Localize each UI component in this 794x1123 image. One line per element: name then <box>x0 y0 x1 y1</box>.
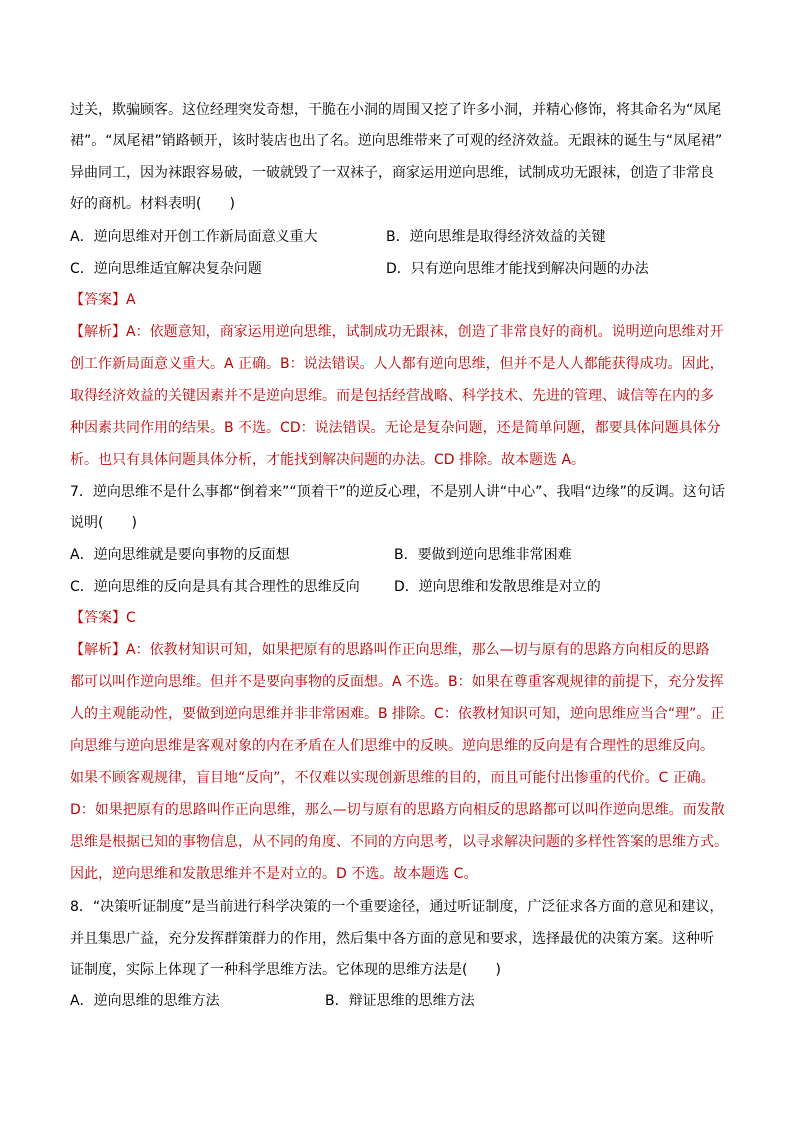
q7-analysis-line: 人的主观能动性，要做到逆向思维并非非常困难。B 排除。C：依教材知识可知，逆向思维应当合“理”。正 <box>70 706 725 722</box>
analysis-tag: 【解析】 <box>70 642 126 658</box>
q8-option-b: B．辩证思维的思维方法 <box>325 993 475 1009</box>
q7-analysis-line: 如果不顾客观规律，盲目地“反向”，不仅难以实现创新思维的目的，而且可能付出惨重的代价。C 正确。 <box>70 770 715 786</box>
q7-analysis-line: 向思维与逆向思维是客观对象的内在矛盾在人们思维中的反映。逆向思维的反向是有合理性的思维反向。 <box>70 738 714 754</box>
q7-answer <box>70 608 136 628</box>
q6-stem-line: 裙”。“凤尾裙”销路顿开，该时装店也出了名。逆向思维带来了可观的经济效益。无跟袜的诞生与“凤尾裙” <box>70 133 723 149</box>
q7-analysis-line: 思维是根据已知的事物信息，从不同的角度、不同的方向思考，以寻求解决问题的多样性答案的思维方式。 <box>70 834 728 850</box>
q8-option-a: A．逆向思维的思维方法 <box>70 993 220 1009</box>
q6-option-b: B．逆向思维是取得经济效益的关键 <box>386 229 606 245</box>
analysis-text: A：依教材知识可知，如果把原有的思路叫作正向思维，那么—切与原有的思路方向相反的思路 <box>126 642 710 658</box>
answer-value: C <box>126 610 136 626</box>
q6-stem-line: 好的商机。材料表明( ) <box>70 196 235 212</box>
q8-stem-line: 8．“决策听证制度”是当前进行科学决策的一个重要途径，通过听证制度，广泛征求各方面的意见和建议， <box>70 899 724 915</box>
q7-analysis-line: D：如果把原有的思路叫作正向思维，那么—切与原有的思路方向相反的思路都可以叫作逆向思维。而发散 <box>70 802 725 818</box>
q6-answer <box>70 290 136 310</box>
q6-analysis-line: 取得经济效益的关键因素并不是逆向思维。而是包括经营战略、科学技术、先进的管理、诚信等在内的多 <box>70 388 714 404</box>
q6-stem-line: 异曲同工，因为袜跟容易破，一破就毁了一双袜子，商家运用逆向思维，试制成功无跟袜，创造了非常良 <box>70 165 714 181</box>
q7-analysis-line: 因此，逆向思维和发散思维并不是对立的。D 不选。故本题选 C。 <box>70 866 478 882</box>
q6-option-a: A．逆向思维对开创工作新局面意义重大 <box>70 229 318 245</box>
q6-analysis-line: 析。也只有具体问题具体分析，才能找到解决问题的办法。CD 排除。故本题选 A。 <box>70 452 586 468</box>
q6-analysis-line <box>70 322 724 342</box>
analysis-tag: 【解析】 <box>70 324 126 340</box>
q8-stem-line: 证制度，实际上体现了一种科学思维方法。它体现的思维方法是( ) <box>70 962 501 978</box>
q7-option-b: B．要做到逆向思维非常困难 <box>394 547 572 563</box>
answer-value: A <box>126 292 136 308</box>
q7-analysis-line: 都可以叫作逆向思维。但并不是要向事物的反面想。A 不选。B：如果在尊重客观规律的前提下，充分发挥 <box>70 674 724 690</box>
q6-option-c: C．逆向思维适宜解决复杂问题 <box>70 261 262 277</box>
q6-analysis-line: 种因素共同作用的结果。B 不选。CD：说法错误。无论是复杂问题，还是简单问题，都要具体问题具体分 <box>70 420 721 436</box>
analysis-text: A：依题意知，商家运用逆向思维，试制成功无跟袜，创造了非常良好的商机。说明逆向思维对开 <box>126 324 724 340</box>
q7-option-c: C．逆向思维的反向是具有其合理性的思维反向 <box>70 579 360 595</box>
q7-stem-line: 说明( ) <box>70 515 137 531</box>
q6-stem-line: 过关，欺骗顾客。这位经理突发奇想，干脆在小洞的周围又挖了许多小洞，并精心修饰，将其命名为“凤尾 <box>70 102 722 118</box>
q7-stem-line: 7．逆向思维不是什么事都“倒着来”“顶着干”的逆反心理，不是别人讲“中心”、我唱“边缘”的反调。这句话 <box>70 484 725 500</box>
q7-option-a: A．逆向思维就是要向事物的反面想 <box>70 547 290 563</box>
answer-tag: 【答案】 <box>70 292 126 308</box>
q6-option-d: D．只有逆向思维才能找到解决问题的办法 <box>386 261 649 277</box>
answer-tag: 【答案】 <box>70 610 126 626</box>
q7-analysis-line <box>70 640 710 660</box>
q6-analysis-line: 创工作新局面意义重大。A 正确。B：说法错误。人人都有逆向思维，但并不是人人都能获得成功。因此， <box>70 356 724 372</box>
q7-option-d: D．逆向思维和发散思维是对立的 <box>394 579 601 595</box>
q8-stem-line: 并且集思广益，充分发挥群策群力的作用，然后集中各方面的意见和要求，选择最优的决策方案。这种听 <box>70 931 714 947</box>
